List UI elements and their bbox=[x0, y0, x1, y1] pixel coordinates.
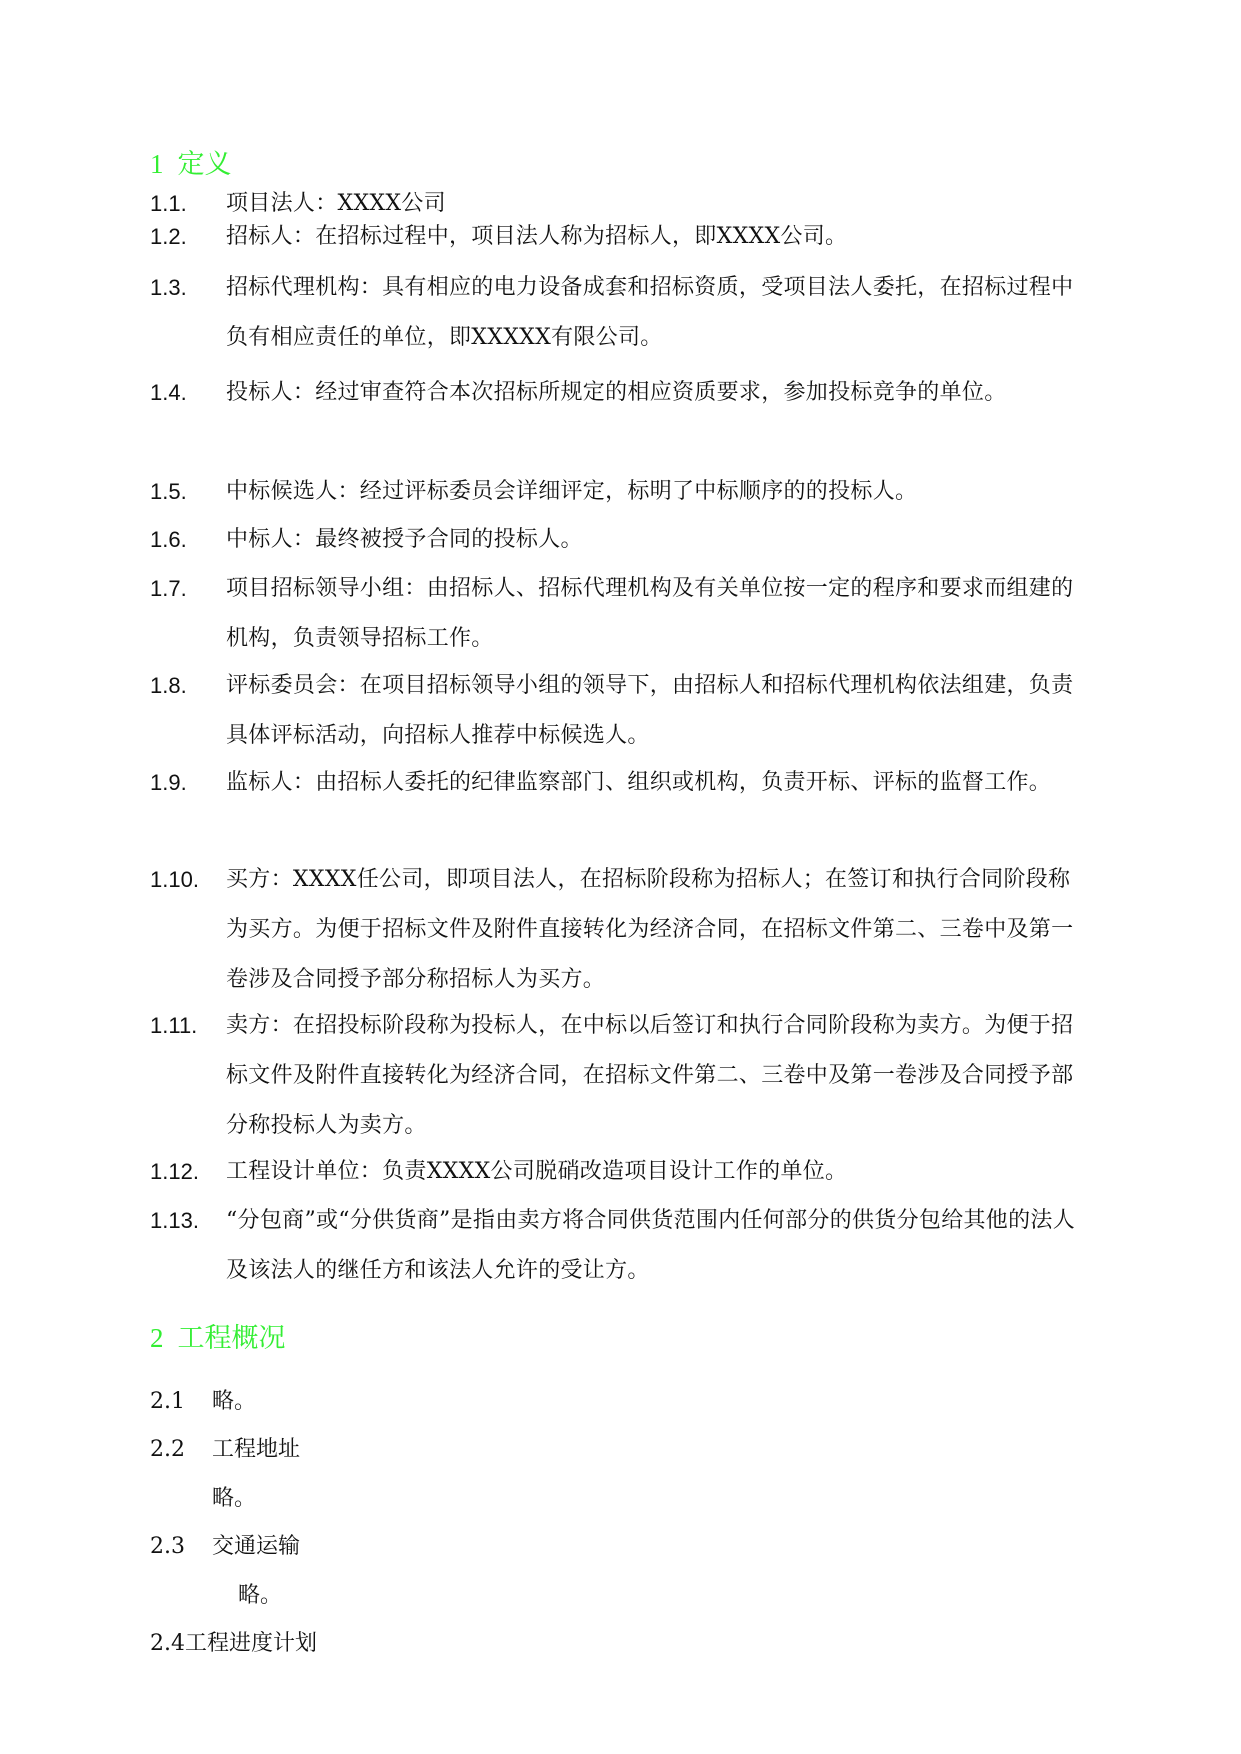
subsection-item bbox=[150, 1432, 300, 1468]
section-title: 定义 bbox=[177, 149, 232, 180]
item-number: 1.6. bbox=[150, 527, 187, 552]
item-number: 1.8. bbox=[150, 673, 187, 698]
definition-item bbox=[150, 263, 1090, 363]
section-title: 工程概况 bbox=[177, 1323, 286, 1354]
definition-item bbox=[150, 758, 1090, 808]
item-number: 1.9. bbox=[150, 770, 187, 795]
item-text: 项目法人：XXXX公司 bbox=[226, 191, 446, 216]
section-number: 2 bbox=[150, 1323, 164, 1353]
item-number: 1.11. bbox=[150, 1013, 198, 1038]
item-text: 招标人：在招标过程中，项目法人称为招标人，即XXXX公司。 bbox=[226, 224, 848, 249]
item-text: 项目招标领导小组：由招标人、招标代理机构及有关单位按一定的程序和要求而组建的机构，负责领导招标工作。 bbox=[226, 576, 1074, 651]
item-text: “分包商”或“分供货商”是指由卖方将合同供货范围内任何部分的供货分包给其他的法人及该法人的继任方和该法人允许的受让方。 bbox=[226, 1208, 1075, 1283]
item-number: 2.2 bbox=[150, 1437, 185, 1462]
definition-item bbox=[150, 515, 1090, 565]
item-number: 2.1 bbox=[150, 1389, 185, 1414]
definition-item bbox=[150, 855, 1090, 1005]
subsection-item bbox=[150, 1529, 300, 1565]
section-heading-2 bbox=[150, 1316, 286, 1355]
definition-item bbox=[150, 1001, 1090, 1151]
item-text: 中标候选人：经过评标委员会详细评定，标明了中标顺序的的投标人。 bbox=[226, 479, 918, 504]
subsection-item bbox=[150, 1626, 317, 1662]
item-text: 评标委员会：在项目招标领导小组的领导下，由招标人和招标代理机构依法组建，负责具体评标活动，向招标人推荐中标候选人。 bbox=[226, 673, 1074, 748]
definition-item bbox=[150, 219, 1090, 255]
item-number: 1.13. bbox=[150, 1208, 199, 1233]
item-number: 1.2. bbox=[150, 224, 187, 249]
subsection-body: 略。 bbox=[238, 1583, 283, 1608]
item-text: 工程设计单位：负责XXXX公司脱硝改造项目设计工作的单位。 bbox=[226, 1159, 848, 1184]
item-text: 略。 bbox=[212, 1389, 257, 1414]
definition-item bbox=[150, 186, 1090, 222]
item-number: 1.1. bbox=[150, 191, 187, 216]
item-number: 1.4. bbox=[150, 380, 187, 405]
definition-item bbox=[150, 368, 1090, 418]
item-number: 2.3 bbox=[150, 1534, 185, 1559]
definition-item bbox=[150, 564, 1090, 664]
item-number: 2.4 bbox=[150, 1631, 185, 1656]
item-text: 监标人：由招标人委托的纪律监察部门、组织或机构，负责开标、评标的监督工作。 bbox=[226, 770, 1052, 795]
section-number: 1 bbox=[150, 149, 164, 179]
item-number: 1.7. bbox=[150, 576, 187, 601]
item-text: 中标人：最终被授予合同的投标人。 bbox=[226, 527, 583, 552]
item-text: 买方：XXXX任公司，即项目法人，在招标阶段称为招标人；在签订和执行合同阶段称为买方。为便于招标文件及附件直接转化为经济合同，在招标文件第二、三卷中及第一卷涉及合同授予部分称招标人为买方。 bbox=[226, 867, 1074, 992]
item-text: 招标代理机构：具有相应的电力设备成套和招标资质，受项目法人委托，在招标过程中负有相应责任的单位，即XXXXX有限公司。 bbox=[226, 275, 1074, 350]
item-text: 工程地址 bbox=[212, 1437, 301, 1462]
item-text: 交通运输 bbox=[212, 1534, 301, 1559]
item-number: 1.3. bbox=[150, 275, 187, 300]
item-number: 1.12. bbox=[150, 1159, 199, 1184]
definition-item bbox=[150, 1196, 1090, 1296]
item-text: 投标人：经过审查符合本次招标所规定的相应资质要求，参加投标竞争的单位。 bbox=[226, 380, 1007, 405]
subsection-item bbox=[150, 1384, 256, 1420]
definition-item bbox=[150, 661, 1090, 761]
definition-item bbox=[150, 467, 1090, 517]
item-text: 卖方：在招投标阶段称为投标人，在中标以后签订和执行合同阶段称为卖方。为便于招标文件及附件直接转化为经济合同，在招标文件第二、三卷中及第一卷涉及合同授予部分称投标人为卖方。 bbox=[226, 1013, 1074, 1138]
section-heading-1 bbox=[150, 142, 232, 181]
item-number: 1.10. bbox=[150, 867, 199, 892]
item-number: 1.5. bbox=[150, 479, 187, 504]
item-text: 工程进度计划 bbox=[185, 1631, 318, 1656]
definition-item bbox=[150, 1147, 1090, 1197]
subsection-body: 略。 bbox=[212, 1486, 257, 1511]
